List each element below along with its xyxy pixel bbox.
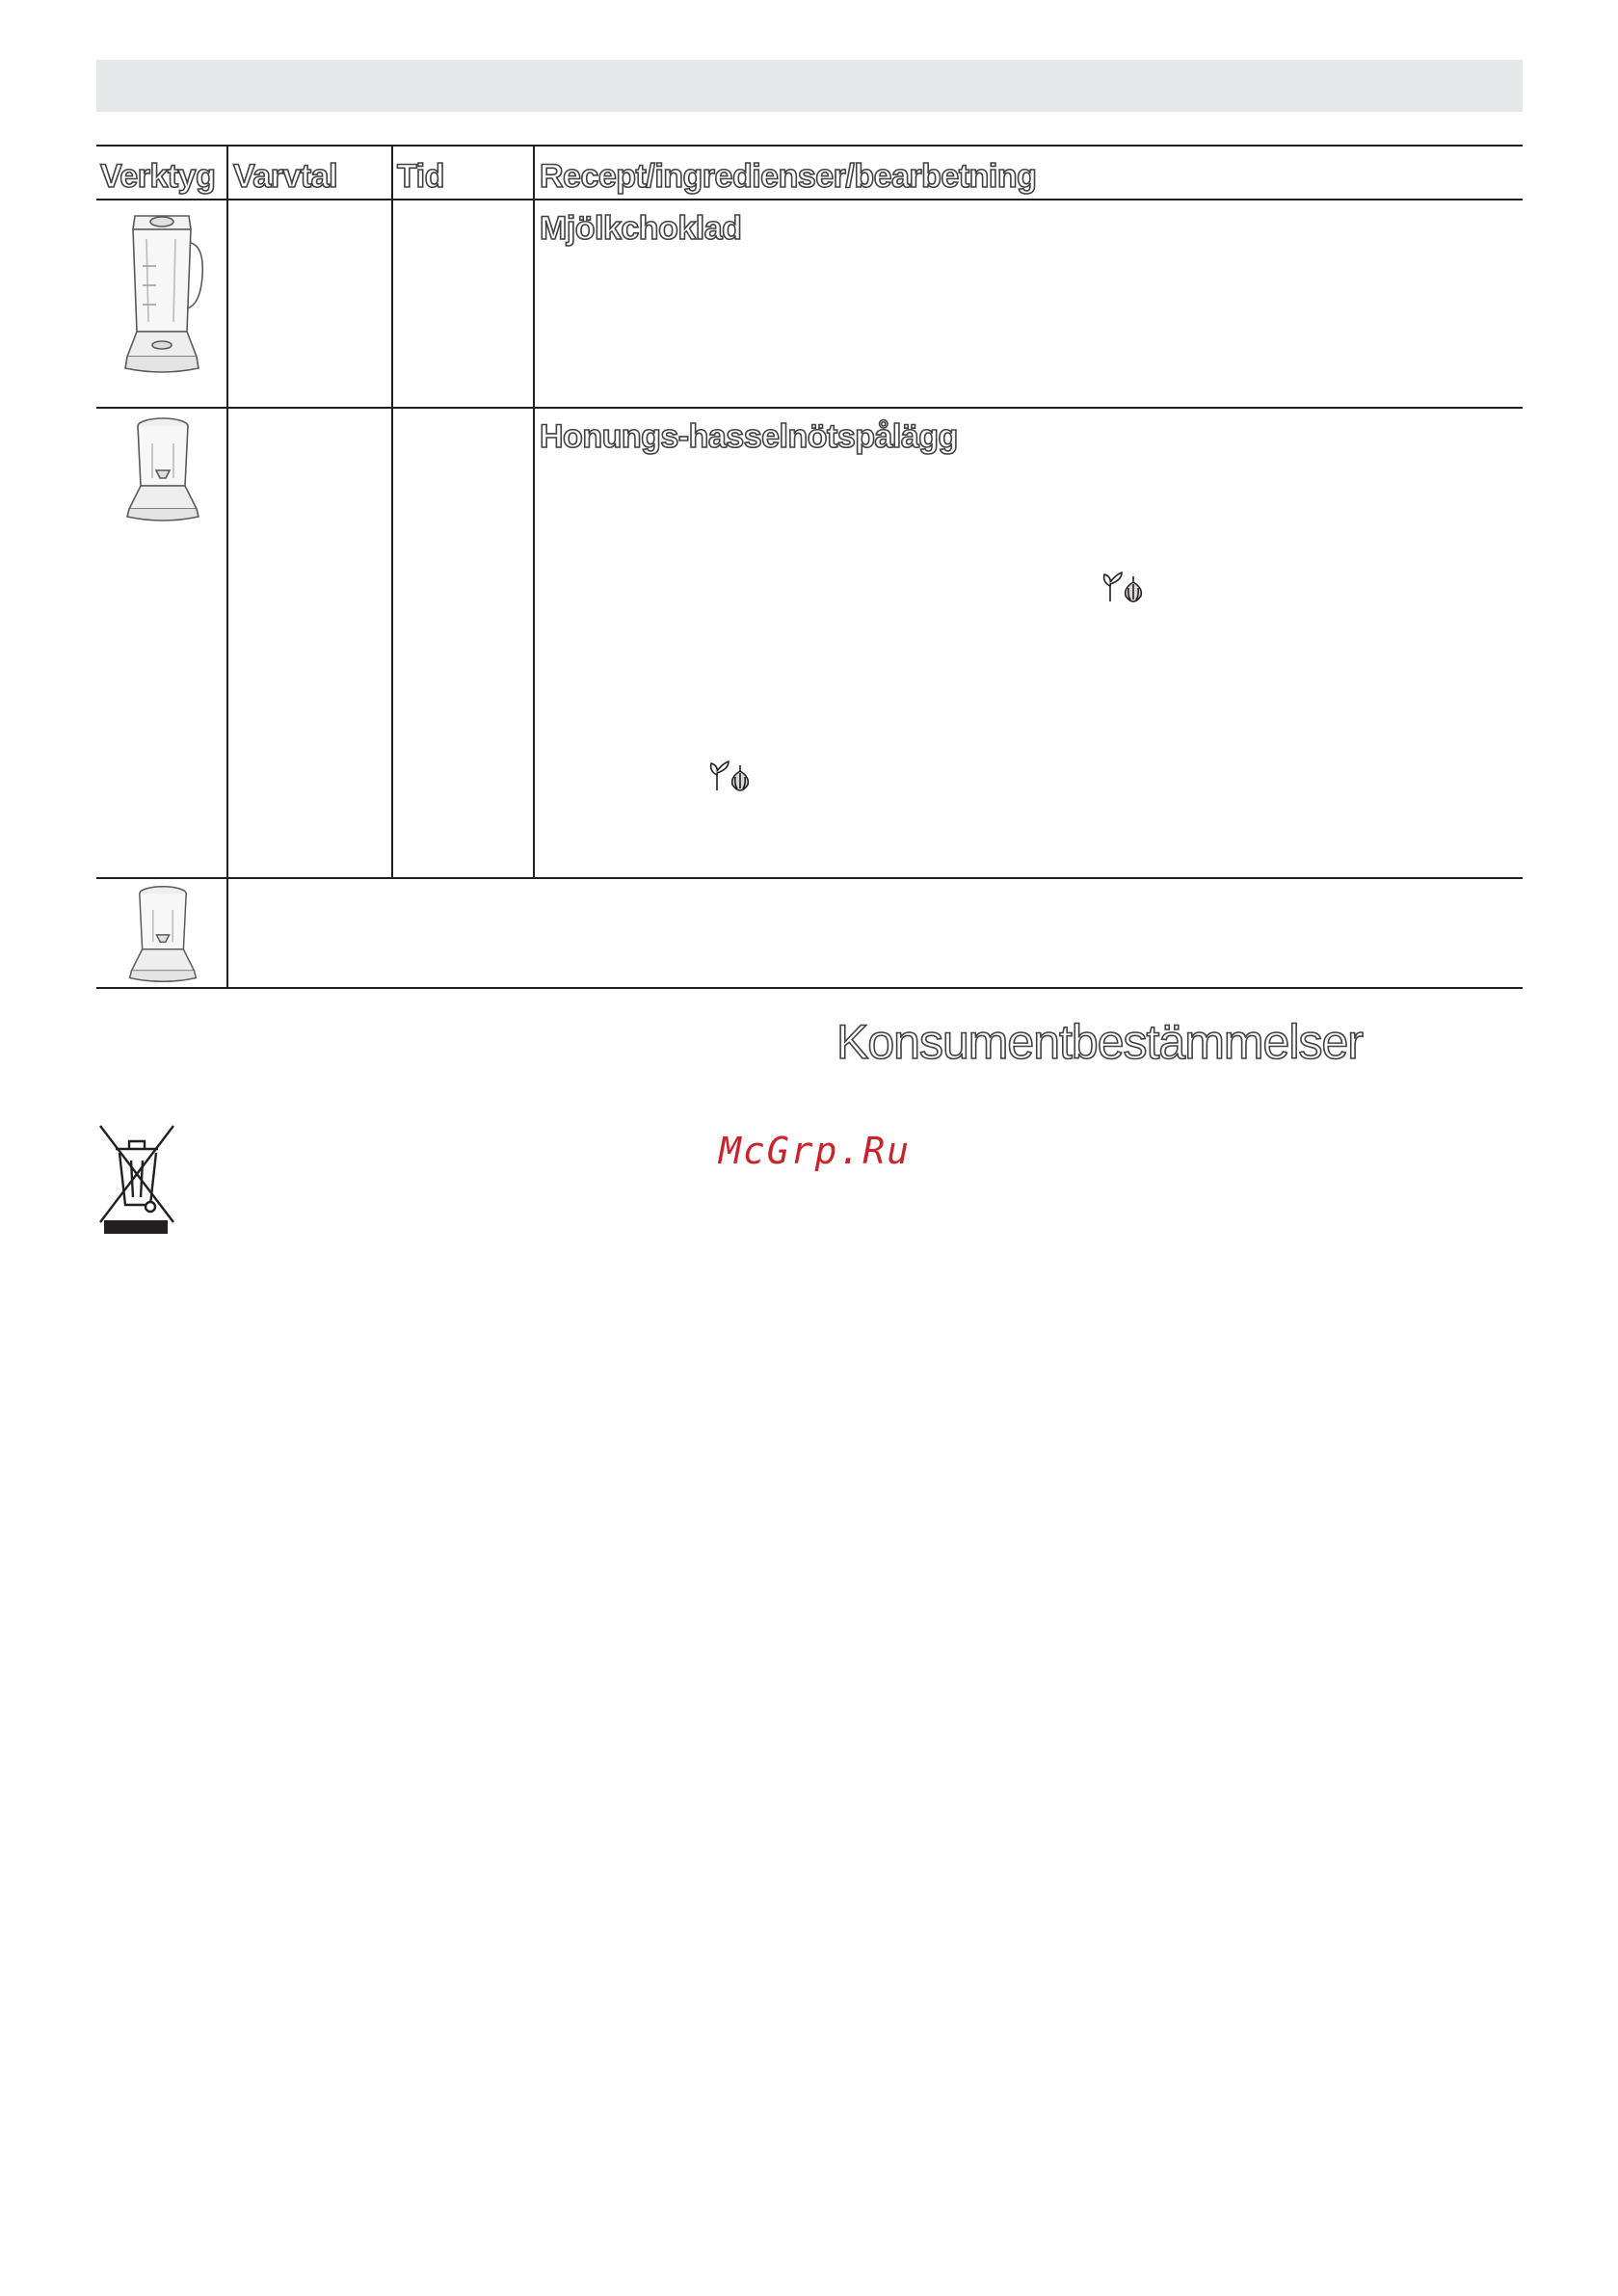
table-bottom-rule	[96, 987, 1523, 989]
recipe-title-honey-hazelnut-spread: Honungs-hasselnötspålägg	[540, 418, 958, 455]
section-title-consumer-regulations: Konsumentbestämmelser	[836, 1015, 1363, 1069]
page-header-bar	[96, 60, 1523, 112]
recipe-title-milk-chocolate: Mjölkchoklad	[540, 210, 742, 247]
table-row-rule	[96, 407, 1523, 409]
table-top-rule	[96, 145, 1523, 147]
table-row-rule	[96, 877, 1523, 879]
table-column-rule	[533, 145, 535, 878]
header-varvtal: Varvtal	[233, 158, 338, 195]
blender-jar-icon	[118, 208, 206, 383]
mini-chopper-icon	[119, 414, 206, 529]
herb-garlic-icon	[705, 758, 756, 797]
recipe-table	[96, 145, 1523, 989]
watermark: McGrp.Ru	[719, 1130, 912, 1172]
table-header-rule	[96, 199, 1523, 200]
header-verktyg: Verktyg	[100, 158, 216, 195]
crossed-out-bin-icon	[96, 1122, 177, 1244]
mini-chopper-icon	[119, 883, 206, 990]
table-column-rule	[391, 145, 393, 878]
header-recipe: Recept/ingredienser/bearbetning	[540, 158, 1037, 195]
table-column-rule	[226, 145, 228, 989]
herb-garlic-icon	[1099, 569, 1149, 608]
header-tid: Tid	[397, 158, 444, 195]
